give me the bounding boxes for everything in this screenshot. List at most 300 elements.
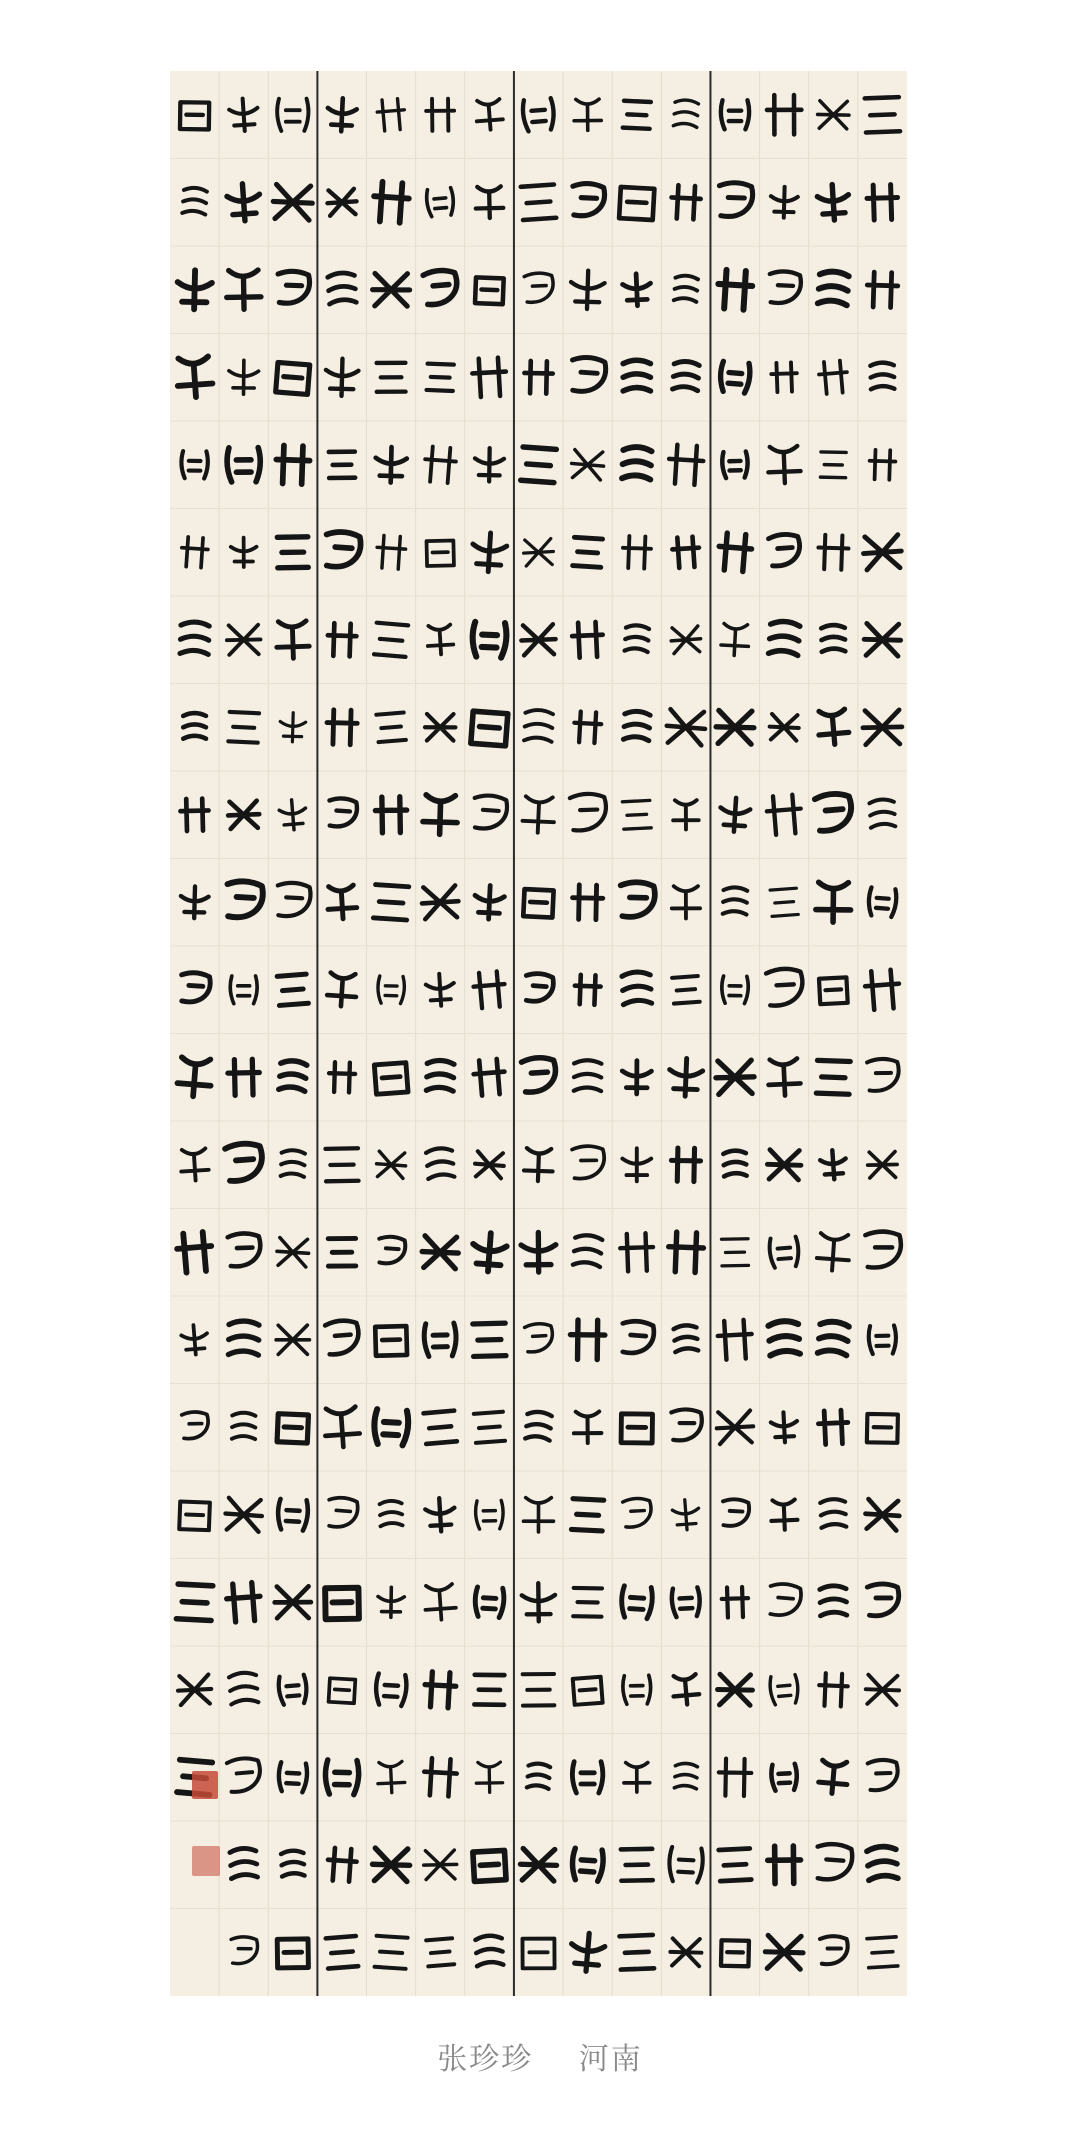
seal-script-glyph [619,187,654,220]
seal-script-glyph [426,1147,455,1179]
seal-script-glyph [769,1675,799,1706]
seal-script-glyph [870,362,894,389]
seal-script-glyph [522,98,555,132]
seal-script-glyph [768,1583,802,1617]
seal-script-glyph [182,187,207,215]
seal-script-glyph [623,1675,651,1704]
seal-script-glyph [232,1413,256,1440]
seal-script-glyph [570,357,606,393]
seal-script-glyph [427,540,454,566]
seal-script-glyph [672,1674,700,1706]
seal-script-glyph [818,1410,849,1445]
seal-script-glyph [275,1586,311,1618]
seal-script-glyph [669,1058,704,1097]
seal-script-glyph [176,1231,213,1273]
seal-script-glyph [473,795,508,830]
seal-script-glyph [375,1673,407,1706]
seal-script-glyph [674,275,698,302]
seal-script-glyph [183,713,206,739]
seal-script-glyph [572,183,605,217]
seal-script-glyph [328,798,358,828]
seal-script-glyph [622,273,651,306]
seal-script-glyph [722,451,748,478]
seal-script-glyph [179,1502,210,1531]
seal-script-glyph [377,1761,405,1793]
seal-script-glyph [373,1409,409,1446]
seal-script-glyph [278,799,307,831]
seal-script-glyph [372,181,409,223]
seal-script-glyph [426,1060,454,1091]
seal-script-glyph [281,1850,305,1876]
seal-script-glyph [573,1677,603,1705]
seal-script-glyph [523,1674,555,1706]
seal-script-glyph [768,271,801,304]
seal-script-glyph [230,976,257,1004]
seal-script-glyph [865,1232,901,1268]
seal-script-glyph [472,357,508,397]
seal-script-glyph [674,1763,697,1789]
seal-script-glyph [277,974,308,1005]
seal-script-glyph [865,1675,899,1705]
seal-script-glyph [574,1060,602,1091]
seal-script-glyph [375,797,407,833]
seal-script-glyph [522,1939,554,1969]
seal-script-glyph [226,183,261,222]
seal-script-glyph [181,1324,209,1355]
seal-script-glyph [668,444,705,485]
seal-script-glyph [766,794,803,835]
seal-script-glyph [719,1849,752,1882]
seal-script-glyph [180,972,211,1003]
seal-script-glyph [376,535,407,569]
seal-script-glyph [426,1938,454,1966]
seal-script-glyph [818,535,849,570]
seal-script-glyph [228,712,259,743]
seal-script-glyph [226,1582,262,1622]
seal-script-glyph [721,1940,749,1966]
seal-script-glyph [723,1150,746,1176]
seal-script-glyph [817,709,850,746]
seal-script-glyph [767,1150,801,1180]
seal-script-glyph [374,623,408,657]
seal-script-glyph [717,1319,753,1360]
seal-script-glyph [276,1237,309,1267]
seal-script-glyph [525,1411,552,1441]
seal-script-glyph [277,1414,308,1443]
seal-script-glyph [673,800,699,829]
seal-script-glyph [276,882,311,917]
seal-script-glyph [521,1057,556,1093]
seal-script-glyph [672,976,700,1004]
seal-script-glyph [668,1232,704,1273]
seal-script-glyph [572,885,603,920]
seal-script-glyph [325,1760,359,1795]
seal-script-glyph [524,973,554,1003]
seal-script-glyph [524,273,554,303]
seal-script-glyph [182,1412,209,1439]
seal-script-glyph [622,536,651,569]
seal-script-glyph [376,1151,407,1178]
seal-script-glyph [862,535,902,570]
seal-script-glyph [475,99,503,131]
seal-script-glyph [768,1320,800,1355]
seal-script-glyph [281,1150,305,1177]
seal-script-glyph [572,622,604,658]
seal-script-glyph [424,1411,457,1444]
seal-script-glyph [867,1584,898,1616]
seal-script-glyph [573,1234,603,1267]
seal-script-glyph [521,624,556,655]
seal-script-glyph [376,713,406,743]
seal-script-glyph [471,711,508,746]
seal-script-glyph [867,272,899,308]
seal-script-glyph [327,1497,358,1529]
seal-script-glyph [620,1233,654,1272]
seal-script-glyph [426,188,455,217]
seal-script-glyph [277,537,308,568]
seal-script-glyph [819,977,848,1004]
seal-script-glyph [425,1497,456,1532]
seal-script-glyph [473,1323,506,1356]
seal-script-glyph [327,189,358,216]
seal-script-glyph [671,185,702,220]
seal-script-glyph [524,361,553,394]
seal-script-glyph [328,1238,356,1266]
seal-script-glyph [327,972,358,1007]
seal-script-glyph [228,1233,261,1267]
seal-script-glyph [621,1849,653,1881]
seal-script-glyph [522,796,555,833]
seal-script-glyph [421,885,459,919]
seal-script-glyph [673,361,700,391]
seal-script-glyph [767,446,801,484]
seal-script-glyph [276,362,310,394]
seal-script-glyph [623,101,651,129]
seal-script-glyph [327,885,358,920]
seal-script-glyph [672,1499,701,1531]
seal-script-glyph [329,452,355,478]
seal-script-glyph [521,1232,556,1272]
seal-script-glyph [326,1936,359,1969]
seal-script-glyph [421,1236,458,1269]
seal-script-glyph [718,1758,751,1796]
seal-script-glyph [867,1059,899,1091]
seal-script-glyph [180,622,209,655]
seal-script-glyph [524,1148,554,1182]
seal-script-glyph [375,1936,408,1969]
seal-script-glyph [375,447,407,483]
seal-script-glyph [474,1151,505,1178]
seal-script-glyph [572,1762,602,1793]
seal-script-glyph [380,1501,403,1527]
seal-script-glyph [672,886,700,918]
seal-script-glyph [869,450,896,480]
seal-script-glyph [180,886,209,918]
seal-script-glyph [717,1674,752,1705]
seal-script-glyph [867,1414,898,1443]
seal-script-glyph [673,1325,698,1353]
seal-script-glyph [426,99,454,131]
seal-script-glyph [472,971,506,1009]
seal-script-glyph [325,1588,359,1619]
seal-script-glyph [473,1850,506,1881]
seal-script-glyph [573,1588,602,1617]
seal-script-glyph [278,1762,307,1792]
seal-script-glyph [868,1760,899,1791]
seal-script-glyph [227,625,261,655]
seal-script-glyph [771,1499,798,1530]
seal-script-glyph [176,1584,212,1620]
seal-script-glyph [570,793,607,830]
seal-script-glyph [621,1586,653,1619]
seal-script-glyph [671,1587,700,1617]
seal-script-glyph [423,446,456,483]
seal-script-glyph [818,1321,849,1356]
seal-script-glyph [620,882,655,918]
seal-script-glyph [768,1846,801,1884]
seal-script-glyph [622,1061,651,1094]
seal-script-glyph [373,885,408,920]
seal-script-glyph [723,887,748,915]
seal-script-glyph [571,1499,603,1531]
seal-script-glyph [176,1057,212,1098]
seal-script-glyph [423,1850,457,1880]
seal-script-glyph [770,1412,798,1443]
seal-script-glyph [766,968,804,1006]
seal-script-glyph [329,1678,356,1703]
seal-script-glyph [425,973,455,1007]
seal-script-glyph [862,710,902,745]
seal-script-glyph [574,975,601,1005]
seal-script-glyph [820,1585,847,1615]
seal-script-glyph [427,624,454,655]
seal-script-glyph [816,1060,850,1094]
seal-script-glyph [721,1239,748,1266]
seal-script-glyph [474,1412,505,1443]
seal-script-glyph [622,446,652,479]
seal-script-glyph [177,270,212,310]
seal-script-glyph [670,626,701,654]
seal-script-glyph [668,1847,703,1883]
seal-script-glyph [280,712,306,742]
seal-script-glyph [474,885,505,920]
seal-script-glyph [573,711,602,743]
seal-script-glyph [181,537,209,568]
seal-script-glyph [230,1848,258,1879]
seal-script-glyph [719,797,751,833]
seal-script-glyph [327,623,357,657]
seal-script-glyph [621,1320,655,1354]
seal-script-glyph [180,1148,209,1181]
seal-script-glyph [722,976,749,1004]
seal-script-glyph [817,184,850,221]
seal-script-glyph [475,448,505,482]
seal-script-glyph [768,533,801,566]
seal-script-glyph [625,625,650,652]
seal-script-glyph [867,1152,897,1178]
seal-script-glyph [471,1232,507,1273]
seal-script-glyph [769,1237,800,1269]
seal-script-glyph [820,452,846,478]
seal-script-glyph [527,1763,551,1789]
seal-script-glyph [621,1414,652,1443]
seal-script-glyph [524,709,553,741]
seal-script-glyph [672,536,701,568]
seal-script-glyph [276,1325,309,1354]
seal-script-glyph [425,714,455,741]
seal-script-glyph [276,621,310,659]
author-name: 张珍珍 [437,2042,534,2077]
seal-script-glyph [521,185,557,221]
seal-script-glyph [820,1499,846,1528]
seal-script-glyph [327,98,357,132]
seal-script-glyph [475,1500,503,1529]
seal-script-glyph [177,1674,212,1705]
seal-script-glyph [324,531,361,568]
seal-script-glyph [231,1937,258,1964]
seal-script-glyph [375,1326,407,1356]
seal-script-glyph [522,1583,556,1621]
seal-script-glyph [423,269,459,305]
seal-script-glyph [427,364,454,391]
seal-script-glyph [372,1848,410,1882]
seal-script-glyph [818,1673,848,1707]
seal-script-glyph [864,969,901,1010]
seal-script-glyph [569,1932,605,1973]
seal-script-glyph [671,1409,702,1440]
seal-script-glyph [277,1499,308,1531]
seal-script-glyph [471,532,507,573]
seal-script-glyph [771,1764,797,1791]
seal-script-glyph [472,622,507,658]
seal-script-glyph [523,538,554,566]
seal-script-glyph [277,1939,308,1968]
seal-script-glyph [423,1758,458,1797]
seal-script-glyph [378,976,405,1004]
seal-script-glyph [176,356,213,398]
seal-script-glyph [622,800,651,829]
seal-script-glyph [277,99,308,131]
seal-script-glyph [474,1675,504,1705]
seal-script-glyph [622,1148,651,1181]
seal-script-glyph [474,1587,504,1618]
seal-script-glyph [818,271,849,306]
seal-script-glyph [227,1757,262,1792]
seal-script-glyph [869,799,895,828]
seal-script-glyph [865,97,900,132]
seal-script-glyph [180,102,209,129]
seal-script-glyph [717,532,752,572]
seal-script-glyph [326,710,357,745]
seal-script-glyph [722,1499,750,1527]
seal-script-glyph [816,882,851,922]
seal-script-glyph [228,1321,259,1355]
seal-script-glyph [229,1672,259,1705]
seal-script-glyph [765,1935,804,1969]
seal-script-glyph [323,1406,360,1448]
seal-script-glyph [818,360,849,394]
seal-script-glyph [820,1149,847,1180]
seal-script-glyph [180,798,209,831]
seal-script-glyph [523,1498,553,1532]
caption [0,2034,1080,2078]
seal-script-glyph [767,1058,801,1096]
seal-script-glyph [228,801,260,829]
seal-script-glyph [720,623,749,656]
seal-script-glyph [423,795,458,835]
seal-script-glyph [815,1843,853,1881]
seal-script-glyph [571,1848,604,1881]
seal-script-glyph [769,714,799,741]
seal-script-glyph [378,1236,406,1265]
seal-script-glyph [717,269,753,310]
seal-script-glyph [325,1148,358,1181]
seal-script-glyph [573,537,603,567]
seal-script-glyph [665,709,706,746]
seal-script-glyph [229,360,259,394]
seal-script-glyph [570,270,605,309]
seal-script-glyph [524,1323,553,1352]
seal-script-glyph [523,889,553,917]
seal-script-glyph [574,99,601,130]
seal-script-glyph [275,445,310,484]
seal-script-glyph [574,1412,602,1444]
seal-script-glyph [226,880,264,918]
seal-script-glyph [278,1675,308,1705]
seal-script-glyph [279,1060,307,1091]
seal-script-glyph [671,1148,701,1182]
seal-script-glyph [716,710,755,744]
seal-script-glyph [475,277,504,304]
seal-script-glyph [867,184,899,220]
seal-script-glyph [476,1762,503,1793]
seal-script-glyph [570,449,604,480]
seal-script-glyph [619,1935,654,1970]
seal-script-glyph [327,1848,358,1883]
seal-script-glyph [716,1060,755,1094]
red-seal-1 [192,1771,218,1799]
seal-script-glyph [821,625,845,652]
seal-script-glyph [231,538,257,568]
seal-script-glyph [721,1587,748,1618]
calligraphy-grid [170,71,907,1996]
seal-script-glyph [329,1062,356,1093]
seal-script-glyph [227,448,260,482]
seal-script-glyph [622,971,652,1004]
seal-script-glyph [673,99,698,127]
seal-script-glyph [818,1760,849,1795]
seal-script-glyph [572,1146,604,1179]
seal-script-glyph [769,621,801,656]
seal-script-glyph [424,1584,457,1621]
seal-script-glyph [475,1935,503,1966]
seal-script-glyph [520,1848,557,1881]
seal-script-glyph [424,1671,457,1708]
seal-script-glyph [868,887,897,917]
seal-script-glyph [820,1936,848,1964]
seal-script-glyph [229,98,259,132]
seal-script-glyph [623,711,650,741]
seal-script-glyph [372,273,409,306]
seal-script-glyph [770,187,798,218]
seal-script-glyph [623,360,650,391]
seal-script-glyph [225,1142,264,1181]
seal-script-glyph [867,1846,898,1881]
seal-script-glyph [376,98,406,131]
seal-script-glyph [867,1937,898,1968]
seal-script-glyph [721,100,749,129]
seal-script-glyph [521,447,557,483]
